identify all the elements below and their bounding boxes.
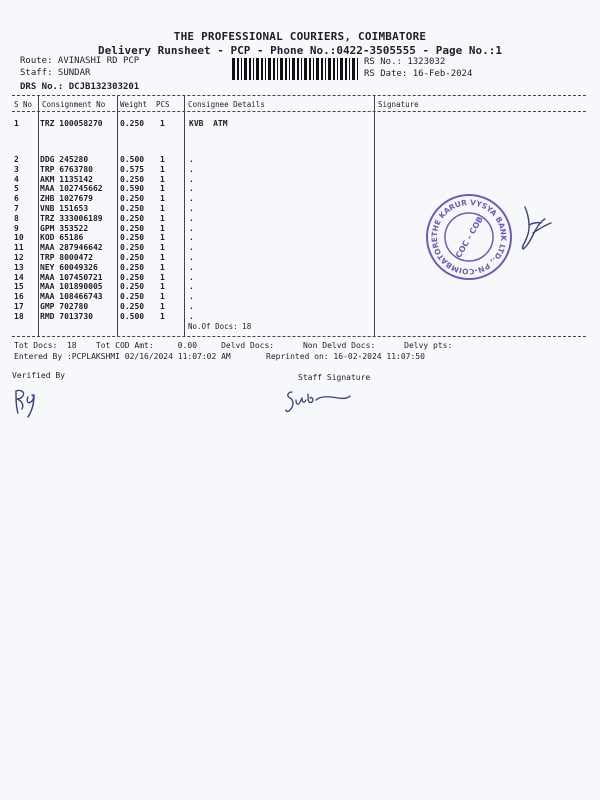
row-weight: 0.250 (120, 119, 145, 128)
row-consignee-details: KVB ATM (189, 119, 228, 128)
no-of-docs: No.Of Docs: 18 (188, 322, 252, 331)
row-pcs: 1 (160, 213, 165, 223)
row-consignee-details: . (189, 223, 194, 233)
table-row (0, 282, 600, 292)
row-consignee-details: . (189, 213, 194, 223)
staff-signature-label: Staff Signature (298, 373, 371, 382)
route-label: Route: AVINASHI RD PCP (20, 56, 140, 66)
rs-date: RS Date: 16-Feb-2024 (364, 69, 473, 79)
row-weight: 0.250 (120, 292, 145, 302)
row-consignment-no: MAA 107450721 (40, 272, 103, 282)
verifier-signature-icon (10, 385, 46, 419)
table-row (0, 292, 600, 302)
row-weight: 0.250 (120, 233, 145, 243)
table-row (0, 165, 600, 175)
row-consignment-no: GMP 702780 (40, 302, 89, 311)
bank-stamp (425, 193, 513, 281)
row-weight: 0.590 (120, 184, 145, 194)
row-sno: 3 (14, 164, 19, 174)
row-weight: 0.250 (120, 262, 145, 272)
row-weight: 0.250 (120, 272, 145, 282)
runsheet-subtitle: Delivery Runsheet - PCP - Phone No.:0422-3505555 - Page No.:1 (98, 44, 502, 57)
row-consignee-details: . (189, 155, 194, 164)
row-sno: 17 (14, 302, 24, 311)
table-row (0, 175, 600, 185)
row-consignment-no: MAA 102745662 (40, 184, 103, 194)
row-sno: 15 (14, 282, 24, 292)
company-title: THE PROFESSIONAL COURIERS, COIMBATORE (173, 30, 427, 43)
row-sno: 1 (14, 119, 19, 128)
row-sno: 12 (14, 253, 24, 262)
row-sno: 8 (14, 213, 19, 223)
row-weight: 0.250 (120, 204, 145, 213)
row-consignment-no: AKM 1135142 (40, 174, 93, 184)
row-consignee-details: . (189, 194, 194, 204)
row-consignment-no: GPM 353522 (40, 223, 89, 233)
col-header-pcs: PCS (156, 100, 170, 109)
table-row (0, 155, 600, 165)
table-row (0, 312, 600, 322)
row-consignee-details: . (189, 282, 194, 292)
col-header-details: Consignee Details (188, 100, 265, 109)
col-header-sno: S No (14, 100, 33, 109)
header-bottom-rule (12, 111, 586, 112)
row-consignment-no: TRZ 333006189 (40, 213, 103, 223)
row-consignment-no: RMD 7013730 (40, 311, 93, 321)
col-header-signature: Signature (378, 100, 419, 109)
row-sno: 6 (14, 194, 19, 204)
row-consignment-no: TRZ 100058270 (40, 119, 103, 128)
row-consignee-details: . (189, 272, 194, 282)
verified-by-label: Verified By (12, 371, 65, 380)
row-pcs: 1 (160, 233, 165, 243)
row-consignment-no: ZHB 1027679 (40, 194, 93, 204)
row-pcs: 1 (160, 262, 165, 272)
stamp-outer-text: THE KARUR VYSYA BANK LTD., PN-COIMBATORE (429, 197, 509, 277)
row-sno: 11 (14, 243, 24, 253)
row-weight: 0.250 (120, 194, 145, 204)
row-pcs: 1 (160, 272, 165, 282)
row-sno: 13 (14, 262, 24, 272)
row-sno: 9 (14, 223, 19, 233)
row-pcs: 1 (160, 223, 165, 233)
row-weight: 0.250 (120, 302, 145, 311)
row-consignment-no: VNB 151653 (40, 204, 89, 213)
row-weight: 0.250 (120, 213, 145, 223)
row-weight: 0.250 (120, 253, 145, 262)
row-pcs: 1 (160, 164, 165, 174)
row-weight: 0.500 (120, 155, 145, 164)
table-top-rule (12, 95, 586, 96)
row-weight: 0.250 (120, 282, 145, 292)
row-consignee-details: . (189, 184, 194, 194)
row-consignment-no: TRP 8000472 (40, 253, 93, 262)
stamp-inner-text: COC - COB (453, 214, 485, 260)
row-weight: 0.250 (120, 243, 145, 253)
row-pcs: 1 (160, 311, 165, 321)
row-consignment-no: DDG 245280 (40, 155, 89, 164)
table-row (0, 119, 600, 129)
row-sno: 7 (14, 204, 19, 213)
row-sno: 18 (14, 311, 24, 321)
drs-number: DRS No.: DCJB132303201 (20, 82, 140, 92)
row-consignment-no: NEY 60049326 (40, 262, 98, 272)
row-pcs: 1 (160, 184, 165, 194)
table-row (0, 302, 600, 312)
row-pcs: 1 (160, 174, 165, 184)
row-pcs: 1 (160, 194, 165, 204)
row-consignee-details: . (189, 204, 194, 213)
row-sno: 14 (14, 272, 24, 282)
row-sno: 2 (14, 155, 19, 164)
row-consignee-details: . (189, 311, 194, 321)
reprinted-on: Reprinted on: 16-02-2024 11:07:50 (266, 352, 425, 361)
table-bottom-rule (12, 336, 586, 337)
row-consignee-details: . (189, 174, 194, 184)
row-consignee-details: . (189, 164, 194, 174)
staff-signature-icon (282, 386, 354, 418)
row-consignment-no: TRP 6763780 (40, 164, 93, 174)
row-consignment-no: MAA 287946642 (40, 243, 103, 253)
row-weight: 0.575 (120, 164, 145, 174)
row-sno: 5 (14, 184, 19, 194)
row-consignee-details: . (189, 302, 194, 311)
row-weight: 0.250 (120, 174, 145, 184)
row-consignment-no: KOD 65186 (40, 233, 84, 243)
totals-line: Tot Docs: 18 Tot COD Amt: 0.00 Delvd Docs: Non Delvd Docs: Delvy pts: (14, 341, 453, 350)
row-consignee-details: . (189, 243, 194, 253)
row-pcs: 1 (160, 243, 165, 253)
row-consignee-details: . (189, 262, 194, 272)
row-weight: 0.250 (120, 223, 145, 233)
row-consignee-details: . (189, 292, 194, 302)
row-sno: 10 (14, 233, 24, 243)
row-sno: 16 (14, 292, 24, 302)
row-pcs: 1 (160, 302, 165, 311)
row-consignee-details: . (189, 253, 194, 262)
entered-by: Entered By :PCPLAKSHMI 02/16/2024 11:07:02 AM (14, 352, 231, 361)
row-consignee-details: . (189, 233, 194, 243)
row-weight: 0.500 (120, 311, 145, 321)
staff-label: Staff: SUNDAR (20, 68, 91, 78)
row-consignment-no: MAA 108466743 (40, 292, 103, 302)
row-pcs: 1 (160, 292, 165, 302)
col-header-weight: Weight (120, 100, 148, 109)
row-pcs: 1 (160, 253, 165, 262)
row-pcs: 1 (160, 282, 165, 292)
rs-number: RS No.: 1323032 (364, 57, 446, 67)
col-header-consignment: Consignment No (42, 100, 106, 109)
row-sno: 4 (14, 174, 19, 184)
row-pcs: 1 (160, 204, 165, 213)
row-pcs: 1 (160, 119, 165, 128)
barcode-image (232, 58, 358, 80)
row-pcs: 1 (160, 155, 165, 164)
row-consignment-no: MAA 101890005 (40, 282, 103, 292)
consignee-signature-icon (515, 203, 555, 253)
